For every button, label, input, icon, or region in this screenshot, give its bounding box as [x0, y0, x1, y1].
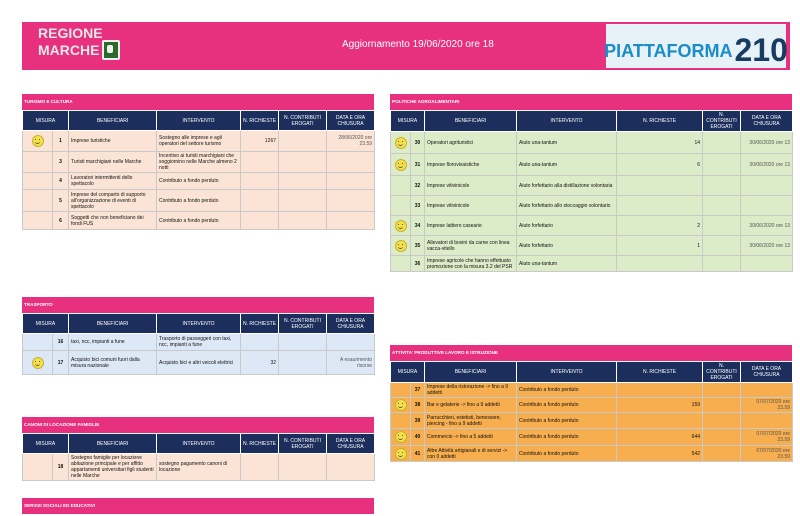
table-row [391, 216, 793, 236]
contributions-cell [703, 446, 741, 462]
requests-cell [241, 454, 279, 481]
table-header-row [23, 434, 375, 454]
measure-number: 6 [53, 212, 69, 230]
smiley-cell [23, 334, 53, 351]
intervention-cell: Aiuto una-tantum [517, 154, 617, 176]
closing-date-cell: 07/07/2020 ore 23.59 [741, 429, 793, 446]
measure-number: 34 [411, 216, 425, 236]
requests-cell [241, 152, 279, 173]
section-turismo [22, 94, 374, 230]
intervention-cell: Aiuto forfettario [517, 236, 617, 256]
table-row [23, 351, 375, 375]
smiley-icon [395, 431, 407, 443]
smiley-cell [391, 256, 411, 272]
beneficiary-cell: Imprese lattiero casearie [425, 216, 517, 236]
politiche-table [390, 110, 793, 272]
header-richieste: N. RICHIESTE [241, 111, 279, 131]
closing-date-cell: 07/07/2020 ore 23.59 [741, 446, 793, 462]
intervention-cell: Contributo a fondo perduto [517, 398, 617, 413]
closing-date-cell: 30/06/2020 ore 13 [741, 132, 793, 154]
intervention-cell: Aiuto forfettario alla distillazione volontaria [517, 176, 617, 196]
table-row [23, 334, 375, 351]
measure-number: 4 [53, 173, 69, 190]
section-canoni [22, 417, 374, 481]
requests-cell: 32 [241, 351, 279, 375]
section-title: SERVIZI SOCIALI ED EDUCATIVI [22, 498, 374, 514]
intervention-cell: Contributo a fondo perduto [517, 446, 617, 462]
table-header-row [391, 111, 793, 132]
closing-date-cell [327, 334, 375, 351]
smiley-cell [391, 236, 411, 256]
header-misura: MISURA [391, 111, 425, 132]
measure-number: 30 [411, 132, 425, 154]
closing-date-cell [327, 212, 375, 230]
beneficiary-cell: Imprese della ristorazione -> fino a 9 addetti [425, 383, 517, 398]
beneficiary-cell: Acquisto bici comuni fuori dalla misura nazionale [69, 351, 157, 375]
requests-cell: 644 [617, 429, 703, 446]
contributions-cell [703, 256, 741, 272]
closing-date-cell: 30/06/2020 ore 13 [741, 236, 793, 256]
requests-cell: 2 [617, 216, 703, 236]
table-row [23, 152, 375, 173]
contributions-cell [703, 383, 741, 398]
contributions-cell [703, 398, 741, 413]
intervention-cell: Contributo a fondo perduto [157, 212, 241, 230]
requests-cell [241, 173, 279, 190]
table-row [23, 454, 375, 481]
smiley-icon [395, 448, 407, 460]
smiley-cell [23, 351, 53, 375]
smiley-cell [391, 154, 411, 176]
table-row [391, 132, 793, 154]
smiley-icon [32, 135, 44, 147]
header-intervento: INTERVENTO [157, 314, 241, 334]
beneficiary-cell: Bar e gelaterie -> fino a 9 addetti [425, 398, 517, 413]
requests-cell [241, 212, 279, 230]
requests-cell: 6 [617, 154, 703, 176]
intervention-cell: Contributo a fondo perduto [157, 190, 241, 212]
closing-date-cell [327, 173, 375, 190]
section-trasporto [22, 297, 374, 375]
measure-number: 35 [411, 236, 425, 256]
measure-number: 5 [53, 190, 69, 212]
region-emblem-icon [102, 40, 120, 60]
measure-number: 41 [411, 446, 425, 462]
contributions-cell [279, 212, 327, 230]
header-misura: MISURA [23, 434, 69, 454]
smiley-cell [391, 446, 411, 462]
closing-date-cell [741, 256, 793, 272]
measure-number: 17 [53, 351, 69, 375]
beneficiary-cell: taxi, ncc, impianti a fune [69, 334, 157, 351]
closing-date-cell: 30/06/2020 ore 13 [741, 216, 793, 236]
requests-cell: 159 [617, 398, 703, 413]
measure-number: 16 [53, 334, 69, 351]
logo-line1: REGIONE [38, 25, 103, 41]
header-beneficiari: BENEFICIARI [69, 314, 157, 334]
attivita-table [390, 361, 793, 462]
intervention-cell: Contributo a fondo perduto [517, 429, 617, 446]
header-data: DATA E ORA CHIUSURA [741, 362, 793, 383]
measure-number: 40 [411, 429, 425, 446]
requests-cell: 14 [617, 132, 703, 154]
header-richieste: N. RICHIESTE [241, 434, 279, 454]
header-contributi: N. CONTRIBUTI EROGATI [703, 111, 741, 132]
table-row [23, 173, 375, 190]
header-richieste: N. RICHIESTE [617, 362, 703, 383]
measure-number: 36 [411, 256, 425, 272]
contributions-cell [703, 216, 741, 236]
intervention-cell: sostegno pagamento canoni di locazione [157, 454, 241, 481]
measure-number: 32 [411, 176, 425, 196]
header-contributi: N. CONTRIBUTI EROGATI [703, 362, 741, 383]
section-title: ATTIVITA' PRODUTTIVE LAVORO E ISTRUZIONE [390, 345, 792, 361]
requests-cell: 1 [617, 236, 703, 256]
table-header-row [23, 111, 375, 131]
smiley-cell [23, 454, 53, 481]
smiley-icon [395, 137, 407, 149]
beneficiary-cell: Imprese vitivinicole [425, 176, 517, 196]
header-intervento: INTERVENTO [157, 434, 241, 454]
closing-date-cell: A esaurimento risorse [327, 351, 375, 375]
update-text: Aggiornamento 19/06/2020 ore 18 [342, 39, 494, 50]
table-row [23, 190, 375, 212]
intervention-cell: Aiuto forfettario allo stoccaggio volontario [517, 196, 617, 216]
beneficiary-cell: Parrucchieri, estetisti, benessere, piercing - fino a 9 addetti [425, 413, 517, 429]
table-row [391, 154, 793, 176]
header-contributi: N. CONTRIBUTI EROGATI [279, 434, 327, 454]
beneficiary-cell: Sostegno famiglie per locazione abitazione principale e per affitto appartamenti universitari figli studenti nelle Marche [69, 454, 157, 481]
smiley-cell [23, 131, 53, 152]
header-intervento: INTERVENTO [157, 111, 241, 131]
smiley-cell [23, 190, 53, 212]
intervention-cell: Incentivo ai turisti marchigiani che soggiornino nelle Marche almeno 2 notti [157, 152, 241, 173]
contributions-cell [703, 413, 741, 429]
section-title: CANONI DI LOCAZIONE FAMIGLIE [22, 417, 374, 433]
smiley-cell [391, 132, 411, 154]
beneficiary-cell: Operatori agrituristici [425, 132, 517, 154]
smiley-cell [391, 196, 411, 216]
beneficiary-cell: Turisti marchigiani nelle Marche [69, 152, 157, 173]
requests-cell [241, 334, 279, 351]
measure-number: 39 [411, 413, 425, 429]
contributions-cell [279, 454, 327, 481]
requests-cell [617, 176, 703, 196]
contributions-cell [279, 334, 327, 351]
beneficiary-cell: Imprese del comparto di supporto all'organizzazione di eventi di spettacolo [69, 190, 157, 212]
header-richieste: N. RICHIESTE [241, 314, 279, 334]
section-title: POLITICHE AGROALIMENTARI [390, 94, 792, 110]
smiley-cell [391, 176, 411, 196]
region-logo [38, 26, 120, 60]
logo-line2: MARCHE [38, 42, 100, 58]
section-politiche [390, 94, 792, 272]
closing-date-cell [741, 196, 793, 216]
turismo-table [22, 110, 375, 230]
table-row [391, 398, 793, 413]
beneficiary-cell: Allevatori di bovini da carne con linea vacca-vitello [425, 236, 517, 256]
table-header-row [23, 314, 375, 334]
table-row [23, 131, 375, 152]
closing-date-cell: 07/07/2020 ore 23.59 [741, 398, 793, 413]
table-row [391, 446, 793, 462]
header-misura: MISURA [23, 314, 69, 334]
intervention-cell: Aiuto una-tantum [517, 132, 617, 154]
contributions-cell [703, 236, 741, 256]
header-data: DATA E ORA CHIUSURA [327, 314, 375, 334]
table-row [391, 429, 793, 446]
intervention-cell: Sostegno alle imprese e agli operatori del settore turismo [157, 131, 241, 152]
header-contributi: N. CONTRIBUTI EROGATI [279, 111, 327, 131]
closing-date-cell [741, 383, 793, 398]
intervention-cell: Contributo a fondo perduto [517, 383, 617, 398]
contributions-cell [703, 154, 741, 176]
brand-number: 210 [734, 32, 788, 68]
intervention-cell: Trasporto di passeggeri con taxi, ncc, impianti a fune [157, 334, 241, 351]
contributions-cell [703, 176, 741, 196]
contributions-cell [279, 190, 327, 212]
table-row [391, 236, 793, 256]
smiley-cell [23, 173, 53, 190]
header-misura: MISURA [391, 362, 425, 383]
measure-number: 18 [53, 454, 69, 481]
contributions-cell [279, 351, 327, 375]
requests-cell [617, 413, 703, 429]
beneficiary-cell: Imprese agricole che hanno effettuato promozione con la misura 3.2 del PSR [425, 256, 517, 272]
measure-number: 38 [411, 398, 425, 413]
closing-date-cell [741, 413, 793, 429]
table-row [23, 212, 375, 230]
measure-number: 33 [411, 196, 425, 216]
smiley-icon [395, 159, 407, 171]
requests-cell [617, 256, 703, 272]
smiley-cell [23, 152, 53, 173]
closing-date-cell: 30/06/2020 ore 13 [741, 154, 793, 176]
closing-date-cell [327, 190, 375, 212]
header-data: DATA E ORA CHIUSURA [741, 111, 793, 132]
contributions-cell [279, 152, 327, 173]
section-title: TRASPORTO [22, 297, 374, 313]
smiley-icon [32, 357, 44, 369]
smiley-cell [391, 383, 411, 398]
contributions-cell [703, 132, 741, 154]
intervention-cell: Aiuto forfettario [517, 216, 617, 236]
table-row [391, 196, 793, 216]
smiley-cell [391, 398, 411, 413]
intervention-cell: Aiuto una-tantum [517, 256, 617, 272]
smiley-cell [23, 212, 53, 230]
smiley-cell [391, 216, 411, 236]
intervention-cell: Contributo a fondo perduto [157, 173, 241, 190]
beneficiary-cell: Imprese turistiche [69, 131, 157, 152]
measure-number: 31 [411, 154, 425, 176]
header-richieste: N. RICHIESTE [617, 111, 703, 132]
section-servizi [22, 498, 374, 514]
contributions-cell [703, 429, 741, 446]
beneficiary-cell: Imprese vitivinicole [425, 196, 517, 216]
table-row [391, 176, 793, 196]
measure-number: 37 [411, 383, 425, 398]
header-intervento: INTERVENTO [517, 111, 617, 132]
header-data: DATA E ORA CHIUSURA [327, 434, 375, 454]
header-contributi: N. CONTRIBUTI EROGATI [279, 314, 327, 334]
contributions-cell [279, 173, 327, 190]
smiley-icon [395, 240, 407, 252]
header-beneficiari: BENEFICIARI [69, 111, 157, 131]
measure-number: 3 [53, 152, 69, 173]
header-beneficiari: BENEFICIARI [425, 111, 517, 132]
closing-date-cell [327, 152, 375, 173]
header-beneficiari: BENEFICIARI [425, 362, 517, 383]
requests-cell [617, 196, 703, 216]
requests-cell [241, 190, 279, 212]
section-title: TURISMO E CULTURA [22, 94, 374, 110]
brand-word: PIATTAFORMA [604, 41, 733, 61]
closing-date-cell [327, 454, 375, 481]
intervention-cell: Acquisto bici e altri veicoli elettrici [157, 351, 241, 375]
header-beneficiari: BENEFICIARI [69, 434, 157, 454]
table-row [391, 383, 793, 398]
smiley-cell [391, 429, 411, 446]
requests-cell: 542 [617, 446, 703, 462]
contributions-cell [279, 131, 327, 152]
table-header-row [391, 362, 793, 383]
beneficiary-cell: Soggetti che non beneficiano dei fondi FUS [69, 212, 157, 230]
contributions-cell [703, 196, 741, 216]
header-intervento: INTERVENTO [517, 362, 617, 383]
table-row [391, 413, 793, 429]
measure-number: 1 [53, 131, 69, 152]
closing-date-cell [741, 176, 793, 196]
smiley-cell [391, 413, 411, 429]
closing-date-cell: 28/06/2020 ore 23.59 [327, 131, 375, 152]
beneficiary-cell: Lavoratori intermittenti dello spettacolo [69, 173, 157, 190]
section-attivita [390, 345, 792, 462]
platform-brand [606, 24, 786, 68]
beneficiary-cell: Commercio -> fino a 5 addetti [425, 429, 517, 446]
table-row [391, 256, 793, 272]
page-header [22, 22, 790, 70]
canoni-table [22, 433, 375, 481]
header-data: DATA E ORA CHIUSURA [327, 111, 375, 131]
smiley-icon [395, 220, 407, 232]
smiley-icon [395, 399, 407, 411]
header-misura: MISURA [23, 111, 69, 131]
beneficiary-cell: Altre Attività artigianali e di servizi -> con 0 addetti [425, 446, 517, 462]
requests-cell [617, 383, 703, 398]
requests-cell: 1267 [241, 131, 279, 152]
beneficiary-cell: Imprese florovivaistiche [425, 154, 517, 176]
trasporto-table [22, 313, 375, 375]
intervention-cell: Contributo a fondo perduto [517, 413, 617, 429]
